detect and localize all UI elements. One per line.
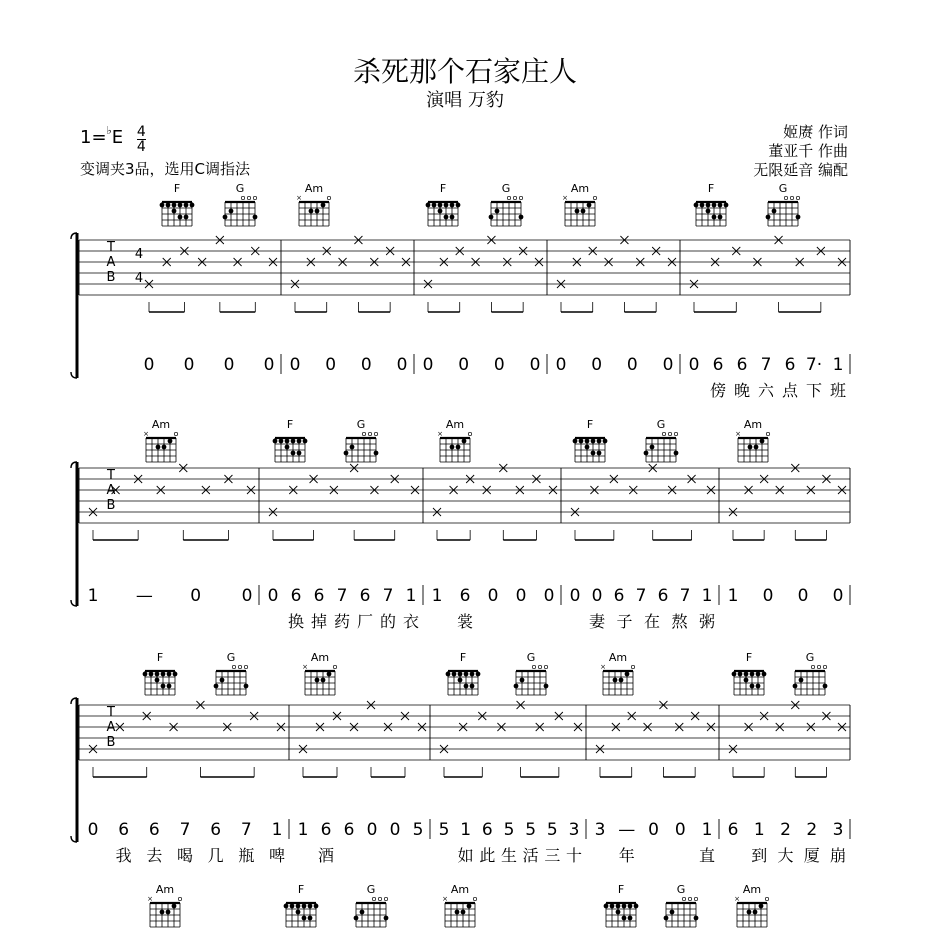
- jianpu-note: —: [135, 586, 153, 606]
- jianpu-note: 0: [543, 586, 555, 606]
- lyric-char: 衣: [402, 612, 420, 631]
- jianpu-note: 0: [832, 586, 844, 606]
- jianpu-note: 0: [360, 355, 372, 375]
- jianpu-note: 1: [405, 586, 417, 606]
- tab-label: T: [107, 705, 115, 720]
- chord-diagram: [562, 182, 597, 226]
- chord-name: Am: [608, 651, 628, 664]
- tab-time-top: 4: [134, 247, 144, 262]
- lyric-char: 直: [698, 846, 716, 865]
- key-prefix: 1=: [80, 127, 107, 148]
- chord-name: F: [156, 651, 164, 664]
- chord-name: G: [656, 418, 666, 431]
- key-flat: ♭: [106, 124, 112, 137]
- chord-diagram: [489, 182, 524, 226]
- lyric-char: 厦: [803, 846, 820, 865]
- jianpu-note: 0: [648, 820, 659, 840]
- jianpu-note: 0: [422, 355, 434, 375]
- chord-diagram: [600, 651, 635, 695]
- chord-diagram: [573, 418, 608, 462]
- jianpu-note: 0: [87, 820, 99, 840]
- lyric-char: 在: [643, 612, 661, 631]
- chord-diagram: [143, 418, 178, 462]
- jianpu-note: 6: [359, 586, 371, 606]
- chord-diagram: [442, 883, 477, 927]
- jianpu-note: 1: [460, 820, 472, 840]
- chord-diagram: [766, 182, 801, 226]
- jianpu-note: 7: [679, 586, 691, 606]
- song-title: 杀死那个石家庄人: [352, 55, 577, 88]
- lyric-char: 妻: [588, 612, 606, 631]
- jianpu-note: 6: [712, 355, 724, 375]
- chord-name: F: [707, 182, 715, 195]
- jianpu-note: 0: [190, 586, 202, 606]
- capo-note: 变调夹3品，选用C调指法: [80, 160, 251, 178]
- chord-diagram: [344, 418, 379, 462]
- key-note: E: [111, 127, 124, 148]
- jianpu-note: 5: [546, 820, 558, 840]
- jianpu-note: 0: [591, 355, 603, 375]
- svg-text:×: ×: [562, 194, 568, 202]
- lyric-char: 喝: [176, 846, 194, 865]
- tab-label: A: [106, 483, 116, 498]
- composer-credit: 董亚千 作曲: [768, 142, 848, 160]
- chord-name: F: [745, 651, 753, 664]
- jianpu-note: 0: [241, 586, 253, 606]
- jianpu-note: 2: [780, 820, 791, 840]
- chord-name: G: [366, 883, 376, 896]
- lyric-char: 子: [616, 612, 633, 631]
- jianpu-note: 1: [727, 586, 739, 606]
- svg-text:×: ×: [143, 430, 149, 438]
- jianpu-note: 0: [366, 820, 378, 840]
- lyric-char: 十: [565, 846, 583, 865]
- chord-name: F: [173, 182, 181, 195]
- lyric-char: 如: [457, 846, 474, 865]
- jianpu-note: 6: [727, 820, 739, 840]
- lyric-char: 啤: [268, 846, 286, 865]
- jianpu-note: 0: [688, 355, 700, 375]
- jianpu-note: 0: [569, 586, 581, 606]
- svg-text:×: ×: [437, 430, 443, 438]
- tab-label: B: [106, 498, 116, 513]
- tab-label: A: [106, 720, 116, 735]
- time-bottom: 4: [136, 139, 146, 155]
- jianpu-note: 0: [223, 355, 235, 375]
- jianpu-note: 6: [118, 820, 130, 840]
- jianpu-note: 1: [701, 820, 713, 840]
- jianpu-note: 1: [832, 355, 844, 375]
- lyric-char: 傍: [709, 381, 727, 400]
- jianpu-note: 6: [784, 355, 796, 375]
- chord-name: F: [286, 418, 294, 431]
- tab-label: A: [106, 255, 116, 270]
- chord-diagram: [735, 418, 770, 462]
- chord-name: Am: [742, 883, 762, 896]
- jianpu-note: 0: [183, 355, 195, 375]
- chord-name: F: [439, 182, 447, 195]
- tab-label: B: [106, 270, 116, 285]
- jianpu-note: 3: [594, 820, 606, 840]
- chord-diagram: [644, 418, 679, 462]
- jianpu-note: 0: [797, 586, 809, 606]
- jianpu-note: 0: [762, 586, 774, 606]
- jianpu-note: 0: [263, 355, 275, 375]
- jianpu-note: 0: [487, 586, 499, 606]
- jianpu-note: 6: [148, 820, 160, 840]
- jianpu-note: 0: [515, 586, 527, 606]
- lyric-char: 班: [829, 381, 847, 400]
- lyric-char: 的: [379, 612, 397, 631]
- jianpu-note: 0: [555, 355, 567, 375]
- lyric-char: 我: [115, 846, 132, 865]
- chord-diagram: [302, 651, 337, 695]
- jianpu-note: 7: [240, 820, 252, 840]
- lyric-char: 换: [287, 612, 305, 631]
- chord-diagram: [273, 418, 308, 462]
- chord-name: G: [356, 418, 366, 431]
- jianpu-note: 0: [591, 586, 603, 606]
- chord-diagram: [514, 651, 549, 695]
- jianpu-note: 3: [832, 820, 844, 840]
- chord-name: Am: [310, 651, 330, 664]
- chord-diagram: [296, 182, 331, 226]
- lyric-char: 晚: [733, 381, 751, 400]
- chord-name: G: [501, 182, 511, 195]
- jianpu-note: 0: [662, 355, 674, 375]
- chord-name: G: [778, 182, 788, 195]
- chord-name: G: [226, 651, 236, 664]
- jianpu-note: 1: [431, 586, 443, 606]
- jianpu-note: 6: [313, 586, 325, 606]
- chord-diagram: [437, 418, 472, 462]
- jianpu-note: 1: [87, 586, 99, 606]
- lyric-char: 粥: [698, 612, 716, 631]
- chord-name: Am: [445, 418, 465, 431]
- lyric-char: 六: [757, 381, 775, 400]
- svg-text:×: ×: [735, 430, 741, 438]
- lyric-char: 瓶: [238, 846, 255, 865]
- chord-name: G: [235, 182, 245, 195]
- lyric-char: 药: [333, 612, 351, 631]
- chord-diagram: [664, 883, 699, 927]
- chord-name: Am: [570, 182, 590, 195]
- jianpu-note: 7·: [805, 355, 823, 375]
- lyric-char: 崩: [829, 846, 847, 865]
- tab-label: B: [106, 735, 116, 750]
- lyric-char: 大: [777, 846, 794, 865]
- jianpu-note: 5: [412, 820, 424, 840]
- chord-name: G: [805, 651, 815, 664]
- chord-diagram: [732, 651, 767, 695]
- chord-diagram: [734, 883, 769, 927]
- jianpu-note: 2: [806, 820, 818, 840]
- chord-name: Am: [151, 418, 171, 431]
- jianpu-note: 6: [481, 820, 493, 840]
- chord-diagram: [354, 883, 389, 927]
- jianpu-note: 6: [459, 586, 471, 606]
- jianpu-note: 5: [525, 820, 537, 840]
- lyric-char: 活: [522, 846, 539, 865]
- tab-label: T: [107, 468, 115, 483]
- jianpu-note: 0: [325, 355, 337, 375]
- svg-text:×: ×: [442, 895, 448, 903]
- jianpu-note: 1: [701, 586, 713, 606]
- chord-name: F: [617, 883, 625, 896]
- jianpu-note: 0: [529, 355, 541, 375]
- chord-name: Am: [743, 418, 763, 431]
- tab-time-bottom: 4: [134, 271, 144, 286]
- jianpu-note: 6: [657, 586, 669, 606]
- jianpu-note: 6: [343, 820, 355, 840]
- jianpu-note: 5: [438, 820, 450, 840]
- lyric-char: 厂: [356, 612, 374, 631]
- jianpu-note: 0: [396, 355, 408, 375]
- svg-text:×: ×: [147, 895, 153, 903]
- chord-name: F: [586, 418, 594, 431]
- jianpu-note: 0: [267, 586, 279, 606]
- chord-diagram: [446, 651, 481, 695]
- chord-diagram: [284, 883, 319, 927]
- jianpu-note: 3: [568, 820, 580, 840]
- jianpu-note: 5: [503, 820, 515, 840]
- chord-name: F: [297, 883, 305, 896]
- jianpu-note: 7: [760, 355, 772, 375]
- lyric-char: 年: [618, 846, 635, 865]
- svg-text:×: ×: [600, 663, 606, 671]
- svg-text:×: ×: [302, 663, 308, 671]
- jianpu-note: 0: [674, 820, 686, 840]
- svg-text:×: ×: [734, 895, 740, 903]
- jianpu-note: 6: [613, 586, 625, 606]
- chord-diagram: [426, 182, 461, 226]
- jianpu-note: 0: [143, 355, 155, 375]
- chord-diagram: [694, 182, 729, 226]
- chord-diagram: [160, 182, 195, 226]
- chord-name: Am: [450, 883, 470, 896]
- chord-name: Am: [155, 883, 175, 896]
- jianpu-note: 0: [389, 820, 401, 840]
- jianpu-note: 7: [179, 820, 191, 840]
- jianpu-note: 6: [320, 820, 332, 840]
- lyricist-credit: 姬赓 作词: [783, 123, 848, 141]
- tab-label: T: [107, 240, 115, 255]
- lyric-char: 生: [500, 846, 518, 865]
- jianpu-note: 7: [635, 586, 647, 606]
- singer-credit: 演唱 万豹: [426, 90, 504, 111]
- jianpu-note: —: [618, 820, 636, 840]
- svg-text:×: ×: [296, 194, 302, 202]
- lyric-char: 到: [751, 846, 768, 865]
- jianpu-note: 0: [458, 355, 470, 375]
- chord-name: G: [526, 651, 536, 664]
- lyric-char: 掉: [310, 612, 328, 631]
- arranger-credit: 无限延音 编配: [753, 161, 848, 179]
- chord-diagram: [214, 651, 249, 695]
- lyric-char: 裳: [456, 612, 474, 631]
- chord-name: Am: [304, 182, 324, 195]
- jianpu-note: 1: [753, 820, 765, 840]
- jianpu-note: 7: [336, 586, 348, 606]
- chord-diagram: [143, 651, 178, 695]
- jianpu-note: 0: [289, 355, 301, 375]
- lyric-char: 去: [146, 846, 163, 865]
- lyric-char: 点: [781, 381, 799, 400]
- jianpu-note: 0: [493, 355, 505, 375]
- chord-name: F: [459, 651, 467, 664]
- jianpu-note: 0: [626, 355, 638, 375]
- chord-diagram: [793, 651, 828, 695]
- chord-diagram: [147, 883, 182, 927]
- lyric-char: 三: [544, 846, 561, 865]
- time-top: 4: [136, 124, 146, 140]
- chord-diagram: [604, 883, 639, 927]
- chord-diagram: [223, 182, 258, 226]
- lyric-char: 熬: [671, 612, 688, 631]
- chord-name: G: [676, 883, 686, 896]
- jianpu-note: 6: [290, 586, 302, 606]
- jianpu-note: 1: [297, 820, 309, 840]
- lyric-char: 几: [207, 846, 224, 865]
- lyric-char: 此: [479, 846, 496, 865]
- jianpu-note: 6: [736, 355, 748, 375]
- jianpu-note: 7: [382, 586, 394, 606]
- jianpu-note: 6: [210, 820, 222, 840]
- lyric-char: 酒: [317, 846, 335, 865]
- jianpu-note: 1: [271, 820, 283, 840]
- lyric-char: 下: [805, 381, 823, 400]
